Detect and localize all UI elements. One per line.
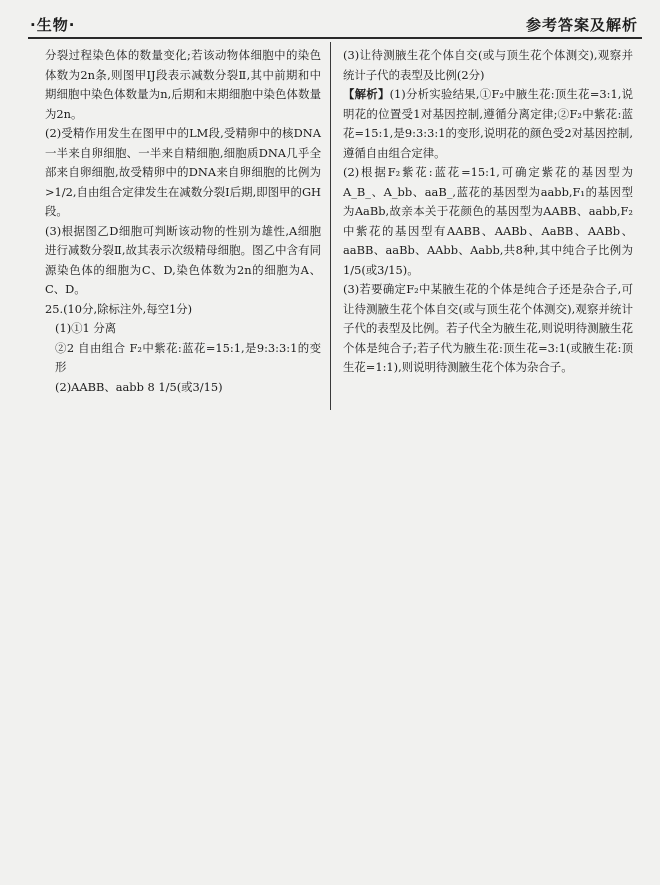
column-divider [330, 42, 331, 410]
question-25-heading: 25.(10分,除标注外,每空1分) [45, 301, 193, 316]
right-paragraph-3: (2)根据F₂紫花:蓝花=15:1,可确定紫花的基因型为A_B_、A_bb、aaB_,蓝花的基因型为aabb,F₁的基因型为AaBb,故亲本关于花颜色的基因型为AABB、aabb,F₂中紫花的基因型有AABB、AABb、AaBB、AABb、aaBB、aaBb、AAbb、Aabb,共8种,其中纯合子比例为1/5(或3/15)。 [343, 165, 633, 277]
left-paragraph-3: (3)根据图乙D细胞可判断该动物的性别为雄性,A细胞进行减数分裂Ⅱ,故其表示次级精母细胞。图乙中含有同源染色体的细胞为C、D,染色体数为2n的细胞为A、C、D。 [45, 223, 321, 296]
question-25-answer-2: ②2 自由组合 F₂中紫花:蓝花=15:1,是9:3:3:1的变形 [55, 340, 321, 374]
right-paragraph-1: (3)让待测腋生花个体自交(或与顶生花个体测交),观察并统计子代的表型及比例(2分) [343, 48, 633, 82]
subject-header: ·生物· [30, 16, 76, 34]
right-column [343, 46, 633, 378]
header-rule [28, 37, 642, 39]
question-25-answer-3: (2)AABB、aabb 8 1/5(或3/15) [55, 379, 223, 394]
left-paragraph-2: (2)受精作用发生在图甲中的LM段,受精卵中的核DNA一半来自卵细胞、一半来自精细胞,细胞质DNA几乎全部来自卵细胞,故受精卵中的DNA来自卵细胞的比例为>1/2,自由组合定律发生在减数分裂Ⅰ后期,即图甲的GH段。 [45, 126, 321, 218]
question-25-answer-1: (1)①1 分离 [55, 321, 117, 335]
right-paragraph-4: (3)若要确定F₂中某腋生花的个体是纯合子还是杂合子,可让待测腋生花个体自交(或与顶生花个体测交),观察并统计子代的表型及比例。若子代全为腋生花,则说明待测腋生花个体是纯合子;若子代为腋生花:顶生花=3:1(或腋生花:顶生花=1:1),则说明待测腋生花个体为杂合子。 [343, 282, 633, 374]
section-header: 参考答案及解析 [525, 16, 638, 34]
right-paragraph-2 [343, 85, 633, 163]
left-paragraph-1: 分裂过程染色体的数量变化;若该动物体细胞中的染色体数为2n条,则图甲IJ段表示减数分裂Ⅱ,其中前期和中期细胞中染色体数量为n,后期和末期细胞中染色体数量为2n。 [45, 48, 321, 121]
analysis-text: (1)分析实验结果,①F₂中腋生花:顶生花=3:1,说明花的位置受1对基因控制,遵循分离定律;②F₂中紫花:蓝花=15:1,是9:3:3:1的变形,说明花的颜色受2对基因控制,遵循自由组合定律。 [343, 87, 633, 160]
analysis-label: 【解析】 [343, 87, 390, 101]
left-column [45, 46, 321, 397]
